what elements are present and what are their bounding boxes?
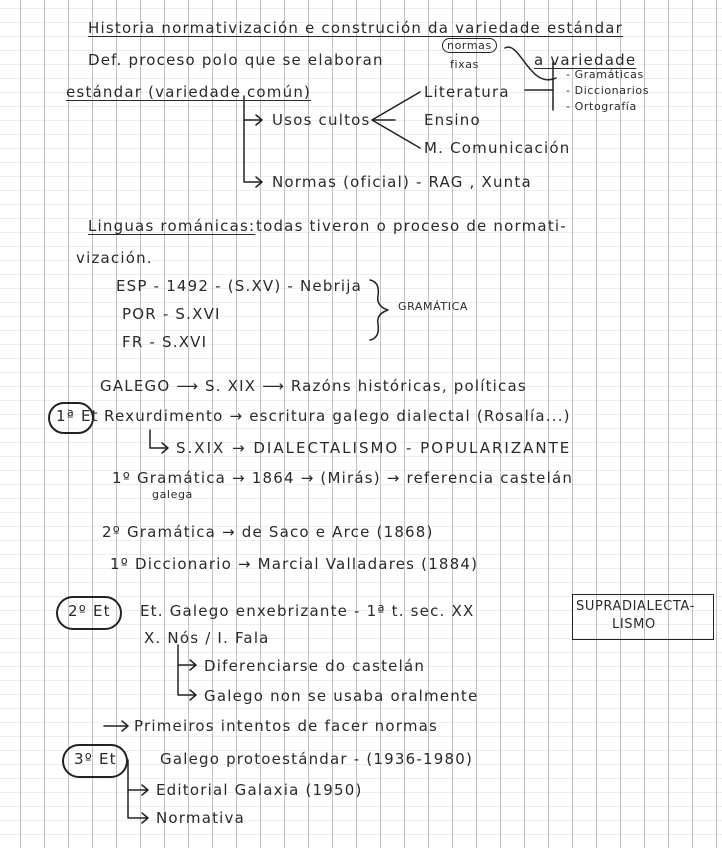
elbow-arrow-dif1: [178, 645, 196, 670]
normas-line: Normas (oficial) - RAG , Xunta: [272, 173, 532, 191]
primeiros-intentos: Primeiros intentos de facer normas: [134, 717, 439, 735]
gram-item-2: - Diccionarios: [566, 84, 650, 97]
definition-line: Def. proceso polo que se elaboran: [88, 51, 384, 69]
supra-line-2: LISMO: [612, 617, 656, 632]
usos-item-2: Ensino: [424, 111, 481, 129]
lang-row-esp: ESP - 1492 - (S.XV) - Nebrija: [116, 277, 363, 295]
curly-brace: [370, 280, 388, 340]
elbow-arrow-dif2: [178, 665, 196, 700]
lang-row-por: POR - S.XVI: [122, 305, 221, 323]
et2-text: Et. Galego enxebrizante - 1ª t. sec. XX: [140, 602, 475, 620]
et1-text: Rexurdimento → escritura galego dialectal (Rosalía...): [104, 407, 571, 425]
diferenciarse: Diferenciarse do castelán: [204, 657, 426, 675]
et1-sub: S.XIX → DIALECTALISMO - POPULARIZANTE: [176, 439, 572, 457]
usos-cultos: Usos cultos: [272, 111, 371, 129]
oval-normas: normas: [442, 38, 497, 53]
et3-text: Galego protoestándar - (1936-1980): [160, 750, 473, 768]
gram-item-1: - Gramáticas: [566, 68, 644, 81]
elbow-arrow-normativa: [128, 790, 148, 823]
gram-item-3: - Ortografía: [566, 100, 637, 113]
definition-end: a variedade: [534, 51, 637, 69]
gramatica-1: 1º Gramática → 1864 → (Mirás) → referencia castelán: [112, 469, 574, 487]
linguas-text: todas tiveron o proceso de normati-: [256, 217, 567, 235]
galego-non-oral: Galego non se usaba oralmente: [204, 687, 479, 705]
xnos-line: X. Nós / I. Fala: [144, 629, 270, 647]
elbow-arrow-sxix: [150, 430, 168, 453]
supra-line-1: SUPRADIALECTA-: [576, 599, 695, 614]
usos-item-3: M. Comunicación: [424, 139, 571, 157]
gramatica-label: GRAMÁTICA: [398, 300, 468, 313]
gramatica-2: 2º Gramática → de Saco e Arce (1868): [102, 523, 434, 541]
usos-bracket-arrow: [372, 92, 420, 148]
galego-line: GALEGO ⟶ S. XIX ⟶ Razóns históricas, políticas: [100, 377, 527, 395]
elbow-arrow-editorial: [128, 760, 148, 795]
et1-label: 1ª Et: [56, 407, 99, 425]
diccionario-1: 1º Diccionario → Marcial Valladares (1884): [110, 555, 479, 573]
notes-title: Historia normativización e construción da variedade estándar: [88, 19, 624, 37]
elbow-arrow-normas: [244, 120, 262, 187]
linguas-cont: vización.: [76, 249, 153, 267]
et3-label: 3º Et: [74, 750, 117, 768]
gramatica-1-note: galega: [152, 488, 193, 501]
usos-item-1: Literatura: [424, 83, 510, 101]
editorial-galaxia: Editorial Galaxia (1950): [156, 781, 363, 799]
et2-label: 2º Et: [68, 602, 111, 620]
linguas-heading: Linguas románicas:: [88, 217, 256, 235]
lang-row-fr: FR - S.XVI: [122, 333, 208, 351]
normativa: Normativa: [156, 809, 246, 827]
definition-line-2: estándar (variedade común): [66, 83, 312, 101]
oval-normas-note: fixas: [450, 58, 479, 71]
arrow-primeiros: [104, 721, 128, 731]
